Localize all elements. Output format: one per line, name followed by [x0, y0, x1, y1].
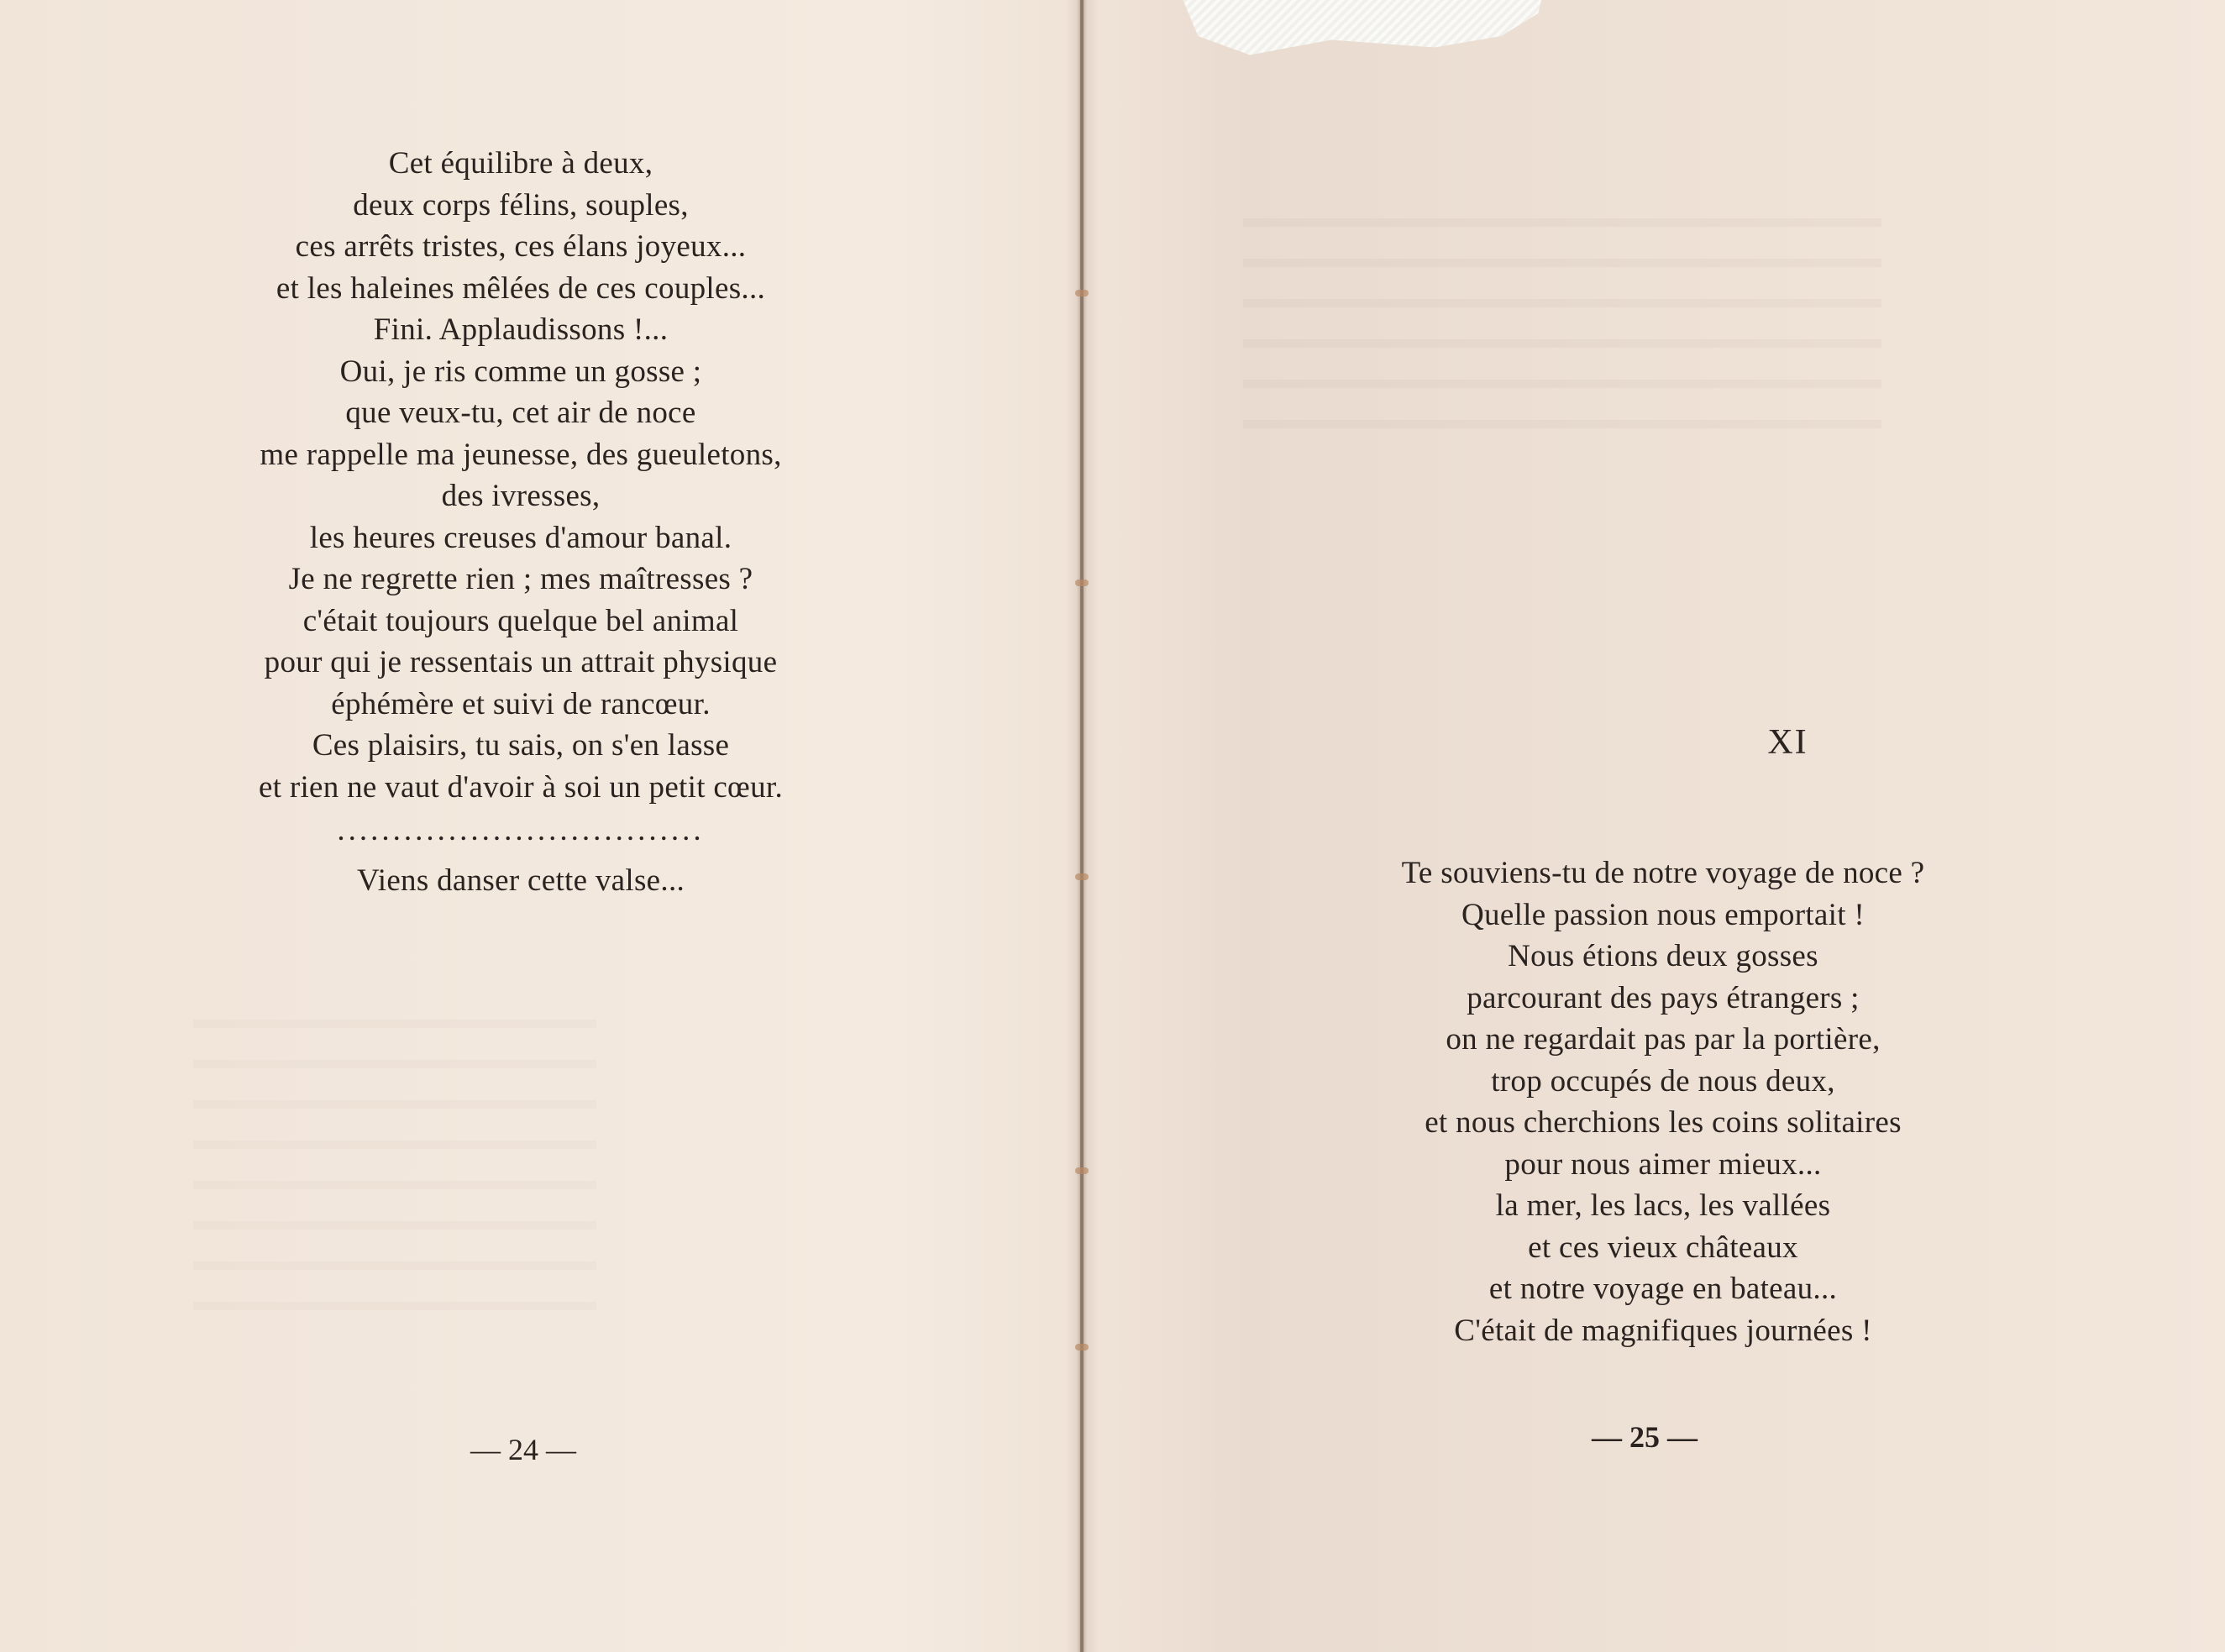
page-number-left: — 24 — — [470, 1433, 576, 1466]
poem-line: deux corps félins, souples, — [353, 187, 689, 223]
poem-line: pour qui je ressentais un attrait physique — [264, 645, 778, 679]
poem-line: Te souviens-tu de notre voyage de noce ? — [1401, 856, 1925, 890]
poem-line: les heures creuses d'amour banal. — [309, 520, 732, 555]
poem-closing-line: Viens danser cette valse... — [356, 863, 685, 898]
poem-line: ces arrêts tristes, ces élans joyeux... — [295, 229, 747, 264]
poem-line: on ne regardait pas par la portière, — [1446, 1022, 1881, 1057]
page-number-right: — 25 — — [1592, 1420, 1698, 1454]
poem-line: me rappelle ma jeunesse, des gueuletons, — [260, 437, 782, 472]
poem-line: la mer, les lacs, les vallées — [1495, 1188, 1831, 1223]
right-page — [1099, 0, 2225, 1652]
poem-line: que veux-tu, cet air de noce — [345, 396, 696, 430]
binding-stitch — [1075, 290, 1089, 296]
poem-line: Nous étions deux gosses — [1508, 939, 1818, 973]
poem-line: parcourant des pays étrangers ; — [1467, 980, 1860, 1015]
poem-line: trop occupés de nous deux, — [1491, 1063, 1835, 1099]
dotted-separator: ................................. — [337, 813, 705, 847]
poem-line: C'était de magnifiques journées ! — [1454, 1313, 1872, 1348]
chapter-heading — [1099, 722, 2225, 763]
poem-line: Oui, je ris comme un gosse ; — [339, 354, 702, 389]
binding-stitch — [1075, 873, 1089, 880]
poem-line: Quelle passion nous emportait ! — [1461, 897, 1865, 932]
left-poem — [193, 143, 848, 901]
right-poem — [1319, 852, 2007, 1351]
poem-line: Fini. Applaudissons !... — [373, 312, 669, 347]
poem-line: Cet équilibre à deux, — [388, 146, 653, 181]
poem-line: des ivresses, — [441, 479, 601, 513]
poem-line: et ces vieux châteaux — [1528, 1230, 1798, 1265]
binding-thread — [1080, 0, 1084, 1652]
poem-line: Ces plaisirs, tu sais, on s'en lasse — [312, 728, 730, 763]
poem-line: éphémère et suivi de rancœur. — [331, 686, 711, 721]
poem-line: et nous cherchions les coins solitaires — [1425, 1105, 1902, 1140]
binding-stitch — [1075, 1167, 1089, 1174]
poem-line: Je ne regrette rien ; mes maîtresses ? — [288, 562, 753, 596]
poem-line: pour nous aimer mieux... — [1504, 1146, 1822, 1182]
poem-line: et rien ne vaut d'avoir à soi un petit cœur. — [258, 769, 784, 805]
binding-stitch — [1075, 580, 1089, 586]
chapter-number: XI — [1767, 723, 1808, 762]
binding-stitch — [1075, 1344, 1089, 1350]
poem-line: et notre voyage en bateau... — [1488, 1272, 1838, 1306]
poem-line: et les haleines mêlées de ces couples... — [276, 270, 766, 306]
poem-line: c'était toujours quelque bel animal — [302, 603, 739, 638]
